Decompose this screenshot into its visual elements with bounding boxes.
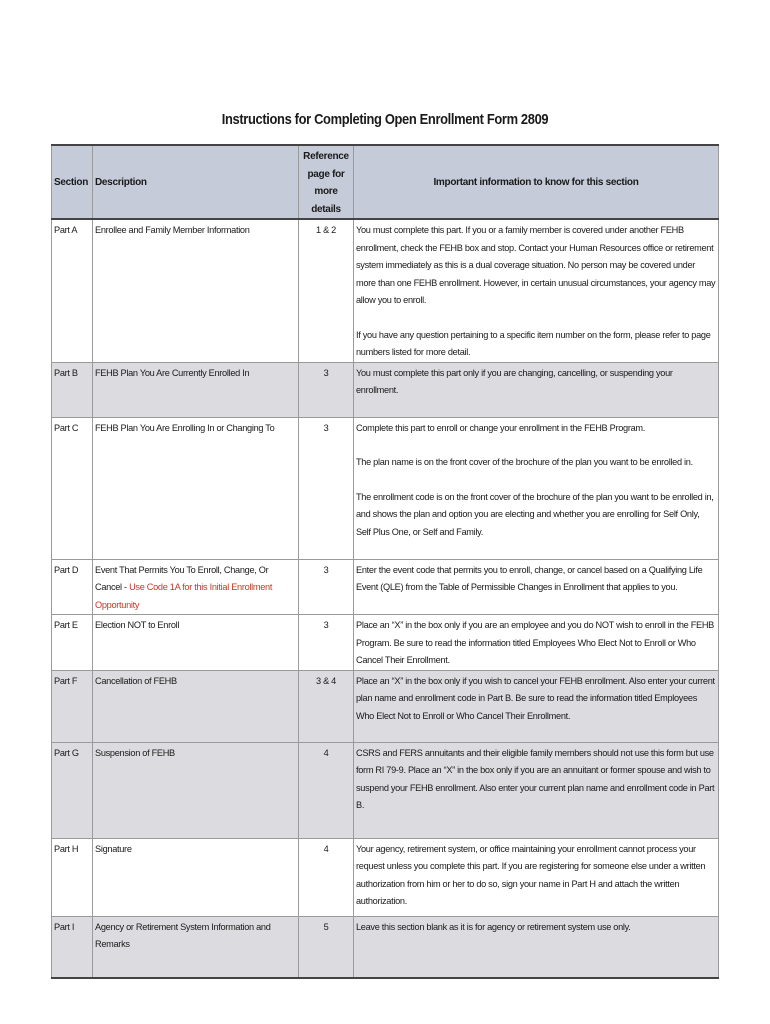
cell-section: Part H [52,838,93,916]
cell-section: Part D [52,559,93,615]
description-text: FEHB Plan You Are Currently Enrolled In [95,367,250,378]
cell-description [93,362,299,417]
info-paragraph: The plan name is on the front cover of the brochure of the plan you want to be enrolled in. [356,457,693,467]
cell-info [354,417,719,559]
table-row [52,838,719,916]
cell-description [93,219,299,362]
info-paragraph: Complete this part to enroll or change your enrollment in the FEHB Program. [356,422,646,433]
cell-info [354,670,719,742]
info-paragraph: The enrollment code is on the front cover of the brochure of the plan you want to be enrolled in, and shows the plan and option you are electing and whether you are enrolling for Self Only, Self Plus One, or Self and Family. [356,491,714,537]
cell-reference: 3 [299,362,354,417]
cell-info [354,838,719,916]
description-text: Agency or Retirement System Information and Remarks [95,921,271,949]
cell-section: Part B [52,362,93,417]
description-text: Signature [95,843,132,854]
cell-reference: 1 & 2 [299,219,354,362]
header-reference: Reference page for more details [299,145,354,219]
description-text: Suspension of FEHB [95,747,175,758]
cell-reference: 3 & 4 [299,670,354,742]
cell-description [93,838,299,916]
table-row [52,362,719,417]
cell-reference: 3 [299,417,354,559]
cell-reference: 3 [299,615,354,671]
table-body [52,219,719,978]
table-row [52,742,719,838]
info-paragraph: Your agency, retirement system, or office maintaining your enrollment cannot process your request unless you complete this part. If you are registering for someone else under a written authorization from him or her to do so, sign your name in Part H and attach the written authorization. [356,843,706,906]
description-text: Cancellation of FEHB [95,675,177,686]
cell-info [354,615,719,671]
description-note: Use Code 1A for this Initial Enrollment Opportunity [95,582,273,610]
description-text: Election NOT to Enroll [95,620,180,630]
header-description: Description [93,145,299,219]
cell-description [93,417,299,559]
table-row [52,219,719,362]
document-title: Instructions for Completing Open Enrollment Form 2809 [221,111,549,128]
header-section: Section [52,145,93,219]
header-info: Important information to know for this section [354,145,719,219]
cell-section: Part E [52,615,93,671]
cell-info [354,559,719,615]
cell-reference: 3 [299,559,354,615]
description-text: Event That Permits You To Enroll, Change, Or Cancel - [95,564,269,592]
cell-description [93,559,299,615]
cell-description [93,742,299,838]
cell-description [93,916,299,978]
cell-reference: 4 [299,838,354,916]
cell-section: Part C [52,417,93,559]
info-paragraph: Leave this section blank as it is for agency or retirement system use only. [356,921,631,932]
cell-info [354,916,719,978]
info-paragraph: You must complete this part only if you are changing, cancelling, or suspending your enrollment. [356,367,673,395]
cell-description [93,615,299,671]
info-paragraph: Place an “X” in the box only if you are an employee and you do NOT wish to enroll in the FEHB Program. Be sure to read the information titled Employees Who Elect Not to Enroll or Who Cancel Their Enrollment. [356,620,715,665]
table-header [52,145,719,219]
cell-section: Part A [52,219,93,362]
table-row [52,615,719,671]
table-row [52,417,719,559]
cell-section: Part G [52,742,93,838]
cell-section: Part F [52,670,93,742]
info-paragraph: CSRS and FERS annuitants and their eligible family members should not use this form but use form RI 79-9. Place an “X” in the box only if you are an annuitant or former spouse and wish to suspend your FEHB enrollment. Also enter your current plan name and enrollment code in Part B. [356,747,715,810]
cell-reference: 4 [299,742,354,838]
table-row [52,916,719,978]
table-row [52,670,719,742]
table-row [52,559,719,615]
cell-info [354,362,719,417]
cell-description [93,670,299,742]
cell-reference: 5 [299,916,354,978]
info-paragraph: If you have any question pertaining to a specific item number on the form, please refer to page numbers listed for more detail. [356,329,711,357]
info-paragraph: You must complete this part. If you or a family member is covered under another FEHB enrollment, check the FEHB box and stop. Contact your Human Resources office or retirement system immediately as this is a dual coverage situation. No person may be covered under more than one FEHB enrollment. However, in certain unusual circumstances, your agency may allow you to enroll. [356,225,716,305]
description-text: FEHB Plan You Are Enrolling In or Changing To [95,422,275,433]
cell-section: Part I [52,916,93,978]
instructions-table [51,144,719,979]
info-paragraph: Place an “X” in the box only if you wish to cancel your FEHB enrollment. Also enter your current plan name and enrollment code in Part B. Be sure to read the information titled Employees Who Elect Not to Enroll or Who Cancel Their Enrollment. [356,675,715,721]
cell-info [354,742,719,838]
cell-info [354,219,719,362]
info-paragraph: Enter the event code that permits you to enroll, change, or cancel based on a Qualifying Life Event (QLE) from the Table of Permissible Changes in Enrollment that applies to you. [356,564,703,592]
description-text: Enrollee and Family Member Information [95,225,250,235]
